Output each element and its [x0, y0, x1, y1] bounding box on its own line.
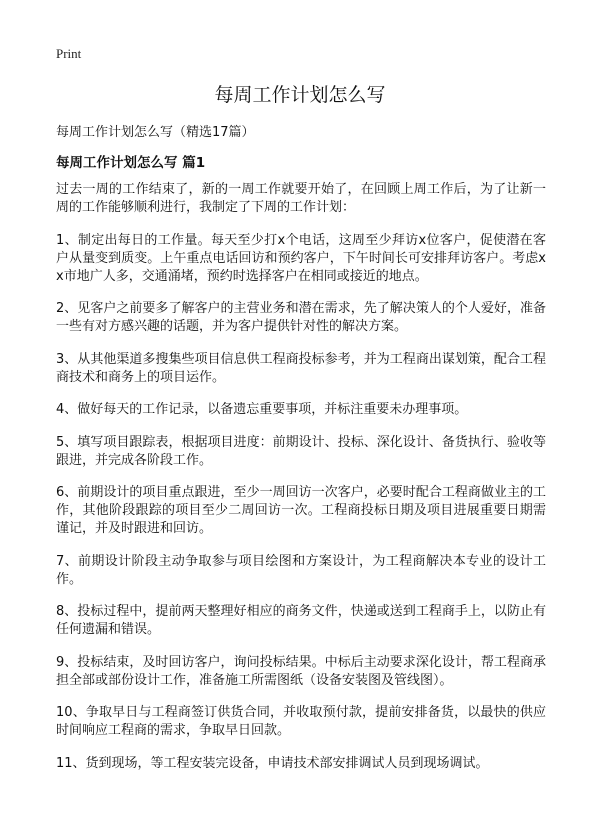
list-item-3: 3、从其他渠道多搜集些项目信息供工程商投标参考，并为工程商出谋划策，配合工程商技术和商务上的项目运作。 [56, 351, 546, 385]
intro-paragraph: 过去一周的工作结束了，新的一周工作就要开始了，在回顾上周工作后，为了让新一周的工作能够顺利进行，我制定了下周的工作计划： [56, 182, 546, 215]
list-item-7: 7、前期设计阶段主动争取参与项目绘图和方案设计，为工程商解决本专业的设计工作。 [56, 553, 546, 587]
document-body [56, 181, 546, 787]
list-item-8: 8、投标过程中，提前两天整理好相应的商务文件，快递或送到工程商手上，以防止有任何遗漏和错误。 [56, 604, 546, 637]
list-item-1: 1、制定出每日的工作量。每天至少打x个电话，这周至少拜访x位客户，促使潜在客户从量变到质变。上午重点电话回访和预约客户，下午时间长可安排拜访客户。考虑xx市地广人多，交通涌堵，预约时选择客户在相同或接近的地点。 [56, 232, 546, 284]
list-item-6: 6、前期设计的项目重点跟进，至少一周回访一次客户，必要时配合工程商做业主的工作，其他阶段跟踪的项目至少二周回访一次。工程商投标日期及项目进展重要日期需谨记，并及时跟进和回访。 [56, 485, 546, 536]
list-item-2: 2、见客户之前要多了解客户的主营业务和潜在需求，先了解决策人的个人爱好，准备一些有对方感兴趣的话题，并为客户提供针对性的解决方案。 [56, 301, 546, 334]
list-item-4: 4、做好每天的工作记录，以备遗忘重要事项，并标注重要未办理事项。 [56, 402, 468, 417]
document-subtitle: 每周工作计划怎么写（精选17篇） [56, 125, 255, 140]
list-item-5: 5、填写项目跟踪表，根据项目进度：前期设计、投标、深化设计、备货执行、验收等跟进，并完成各阶段工作。 [56, 434, 546, 468]
list-item-9: 9、投标结束，及时回访客户，询问投标结果。中标后主动要求深化设计，帮工程商承担全部或部份设计工作，准备施工所需图纸（设备安装图及管线图）。 [56, 654, 546, 688]
list-item-10: 10、争取早日与工程商签订供货合同，并收取预付款，提前安排备货，以最快的供应时间响应工程商的需求，争取早日回款。 [56, 705, 546, 738]
list-item-11: 11、货到现场，等工程安装完设备，申请技术部安排调试人员到现场调试。 [56, 755, 489, 771]
document-title: 每周工作计划怎么写 [214, 84, 386, 106]
print-label: Print [56, 46, 82, 61]
section-heading: 每周工作计划怎么写 篇1 [56, 155, 206, 171]
